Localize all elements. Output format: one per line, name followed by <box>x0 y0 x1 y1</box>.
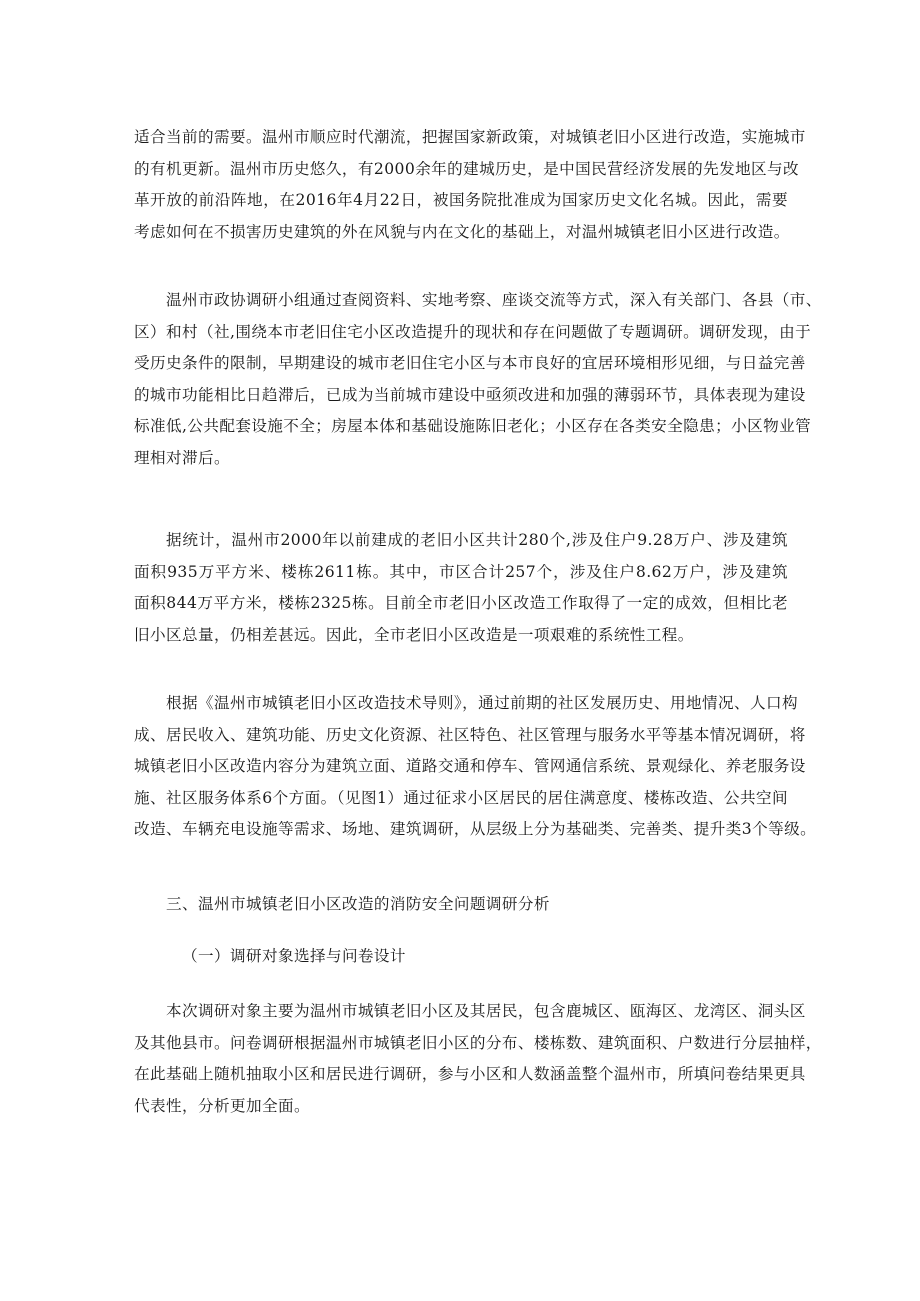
paragraph-line: 根据《温州市城镇老旧小区改造技术导则》，通过前期的社区发展历史、用地情况、人口构 <box>166 694 798 712</box>
paragraph-line: 标准低,公共配套设施不全；房屋本体和基础设施陈旧老化；小区存在各类安全隐患；小区物业管 <box>134 417 812 436</box>
paragraph-line: 理相对滞后。 <box>134 448 230 467</box>
paragraph-line: 施、社区服务体系6个方面。（见图1）通过征求小区居民的居住满意度、楼栋改造、公共空间 <box>134 788 788 807</box>
paragraph-1 <box>134 122 806 248</box>
paragraph-line: 本次调研对象主要为温州市城镇老旧小区及其居民，包含鹿城区、瓯海区、龙湾区、洞头区 <box>166 1002 806 1020</box>
paragraph-line: 温州市政协调研小组通过查阅资料、实地考察、座谈交流等方式，深入有关部门、各县（市、 <box>166 291 822 309</box>
paragraph-line: 成、居民收入、建筑功能、历史文化资源、社区特色、社区管理与服务水平等基本情况调研，将 <box>134 725 806 744</box>
paragraph-line: 面积935万平方米、楼栋2611栋。其中，市区合计257个，涉及住户8.62万户，涉及建筑 <box>134 562 788 581</box>
paragraph-line: 考虑如何在不损害历史建筑的外在风貌与内在文化的基础上，对温州城镇老旧小区进行改造。 <box>134 222 790 241</box>
paragraph-line: 在此基础上随机抽取小区和居民进行调研，参与小区和人数涵盖整个温州市，所填问卷结果更具 <box>134 1065 806 1084</box>
paragraph-4 <box>134 688 817 846</box>
paragraph-line: 改造、车辆充电设施等需求、场地、建筑调研，从层级上分为基础类、完善类、提升类3个等级。 <box>134 820 817 839</box>
paragraph-line: 受历史条件的限制，早期建设的城市老旧住宅小区与本市良好的宜居环境相形见细，与日益完善 <box>134 354 806 373</box>
paragraph-2 <box>134 285 822 475</box>
paragraph-line: 适合当前的需要。温州市顺应时代潮流，把握国家新政策，对城镇老旧小区进行改造，实施城市 <box>134 128 806 146</box>
paragraph-line: 区）和村（社,围绕本市老旧住宅小区改造提升的现状和存在问题做了专题调研。调研发现，由于 <box>134 322 812 341</box>
subsection-heading: （一）调研对象选择与问卷设计 <box>182 947 406 965</box>
paragraph-line: 代表性，分析更加全面。 <box>134 1096 310 1115</box>
paragraph-line: 城镇老旧小区改造内容分为建筑立面、道路交通和停车、管网通信系统、景观绿化、养老服务设 <box>134 757 806 776</box>
paragraph-line: 的有机更新。温州市历史悠久，有2000余年的建城历史，是中国民营经济发展的先发地区与改 <box>134 159 800 178</box>
paragraph-line: 及其他县市。问卷调研根据温州市城镇老旧小区的分布、楼栋数、建筑面积、户数进行分层抽样， <box>134 1033 822 1052</box>
paragraph-line: 据统计，温州市2000年以前建成的老旧小区共计280个,涉及住户9.28万户、涉及建筑 <box>166 531 788 549</box>
paragraph-line: 旧小区总量，仍相差甚远。因此，全市老旧小区改造是一项艰难的系统性工程。 <box>134 625 694 644</box>
paragraph-line: 面积844万平方米，楼栋2325栋。目前全市老旧小区改造工作取得了一定的成效，但相比老 <box>134 594 788 613</box>
paragraph-line: 的城市功能相比日趋滞后，已成为当前城市建设中亟须改进和加强的薄弱环节，具体表现为建设 <box>134 385 806 404</box>
paragraph-5 <box>134 996 822 1122</box>
paragraph-line: 革开放的前沿阵地，在2016年4月22日，被国务院批准成为国家历史文化名城。因此，需要 <box>134 191 788 210</box>
section-heading: 三、温州市城镇老旧小区改造的消防安全问题调研分析 <box>166 895 550 913</box>
paragraph-3 <box>134 525 788 651</box>
